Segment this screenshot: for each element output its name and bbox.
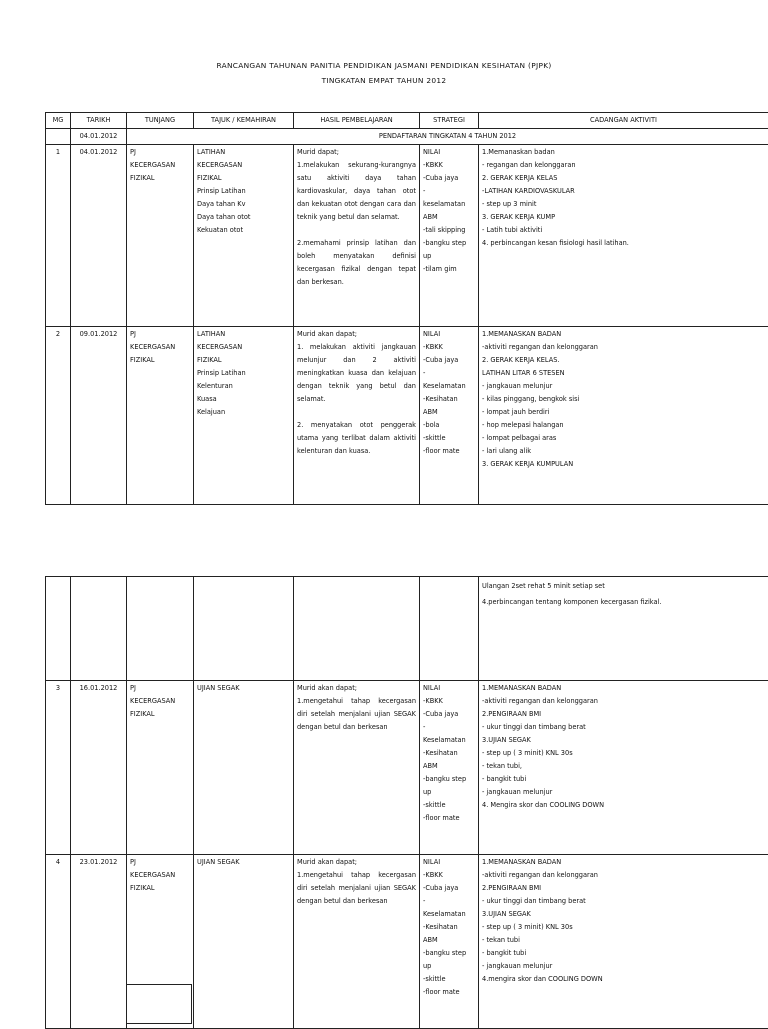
tunjang-cell: PJ KECERGASAN FIZIKAL <box>127 681 194 855</box>
tunjang-cell: PJ KECERGASAN FIZIKAL <box>127 145 194 327</box>
registration-row <box>46 129 768 145</box>
col-header-aktiviti: CADANGAN AKTIVITI <box>479 113 768 129</box>
header-row <box>46 113 768 129</box>
document-subtitle: TINGKATAN EMPAT TAHUN 2012 <box>0 76 768 85</box>
week-number: 4 <box>46 855 71 1029</box>
aktiviti-cell: 1.MEMANASKAN BADAN -aktiviti regangan dan kelonggaran 2.PENGIRAAN BMI - ukur tinggi dan timbang berat 3.UJIAN SEGAK - step up ( 3 minit) KNL 30s - tekan tubi - bangkit tubi - jangkauan melunjur 4.mengira skor dan COOLING DOWN <box>479 855 768 1029</box>
schedule-table-page2 <box>45 576 768 1029</box>
aktiviti-cell: 1.Memanaskan badan - regangan dan kelonggaran 2. GERAK KERJA KELAS -LATIHAN KARDIOVASKULAR - step up 3 minit 3. GERAK KERJA KUMP - Latih tubi aktiviti 4. perbincangan kesan fisiologi hasil latihan. <box>479 145 768 327</box>
aktiviti-cell: 1.MEMANASKAN BADAN -aktiviti regangan dan kelonggaran 2. GERAK KERJA KELAS. LATIHAN LITAR 6 STESEN - jangkauan melunjur - kilas pinggang, bengkok sisi - lompat jauh berdiri - hop melepasi halangan - lompat pelbagai aras - lari ulang alik 3. GERAK KERJA KUMPULAN <box>479 327 768 505</box>
col-header-tajuk: TAJUK / KEMAHIRAN <box>194 113 294 129</box>
date-cell: 16.01.2012 <box>71 681 127 855</box>
week-number: 3 <box>46 681 71 855</box>
tajuk-cell: LATIHAN KECERGASAN FIZIKAL Prinsip Latihan Kelenturan Kuasa Kelajuan <box>194 327 294 505</box>
aktiviti-cell: 1.MEMANASKAN BADAN -aktiviti regangan dan kelonggaran 2.PENGIRAAN BMI - ukur tinggi dan timbang berat 3.UJIAN SEGAK - step up ( 3 minit) KNL 30s - tekan tubi, - bangkit tubi - jangkauan melunjur 4. Mengira skor dan COOLING DOWN <box>479 681 768 855</box>
table-row <box>46 681 768 855</box>
strategi-cell: NILAI -KBKK -Cuba jaya - Keselamatan -Kesihatan ABM -bola -skittle -floor mate <box>420 327 479 505</box>
hasil-cell: Murid akan dapat; 1.mengetahui tahap kecergasan diri setelah menjalani ujian SEGAK dengan betul dan berkesan <box>294 855 420 1029</box>
tunjang-cell: PJ KECERGASAN FIZIKAL <box>127 855 194 1029</box>
continuation-row <box>46 577 768 681</box>
empty-box <box>126 984 192 1024</box>
week-number: 1 <box>46 145 71 327</box>
continuation-aktiviti: Ulangan 2set rehat 5 minit setiap set 4.perbincangan tentang komponen kecergasan fizikal. <box>479 577 768 681</box>
tunjang-cell: PJ KECERGASAN FIZIKAL <box>127 327 194 505</box>
date-cell: 23.01.2012 <box>71 855 127 1029</box>
strategi-cell: NILAI -KBKK -Cuba jaya - Keselamatan -Kesihatan ABM -bangku step up -skittle -floor mate <box>420 855 479 1029</box>
date-cell: 04.01.2012 <box>71 145 127 327</box>
strategi-cell: NILAI -KBKK -Cuba jaya - Keselamatan -Kesihatan ABM -bangku step up -skittle -floor mate <box>420 681 479 855</box>
date-cell: 09.01.2012 <box>71 327 127 505</box>
registration-text: PENDAFTARAN TINGKATAN 4 TAHUN 2012 <box>127 129 768 145</box>
schedule-table-page1 <box>45 112 768 505</box>
col-header-tarikh: TARIKH <box>71 113 127 129</box>
hasil-cell: Murid dapat; 1.melakukan sekurang-kurangnya satu aktiviti daya tahan kardiovaskular, daya tahan otot dan kekuatan otot dengan cara dan teknik yang betul dan selamat. 2.memahami prinsip latihan dan boleh menyatakan definisi kecergasan fizikal dengan tepat dan berkesan. <box>294 145 420 327</box>
col-header-strategi: STRATEGI <box>420 113 479 129</box>
week-number: 2 <box>46 327 71 505</box>
tajuk-cell: LATIHAN KECERGASAN FIZIKAL Prinsip Latihan Daya tahan Kv Daya tahan otot Kekuatan otot <box>194 145 294 327</box>
tajuk-cell: UJIAN SEGAK <box>194 855 294 1029</box>
tajuk-cell: UJIAN SEGAK <box>194 681 294 855</box>
registration-date: 04.01.2012 <box>71 129 127 145</box>
table-row <box>46 327 768 505</box>
hasil-cell: Murid akan dapat; 1. melakukan aktiviti jangkauan melunjur dan 2 aktiviti meningkatkan kuasa dan kelajuan dengan teknik yang betul dan selamat. 2. menyatakan otot penggerak utama yang terlibat dalam aktiviti kelenturan dan kuasa. <box>294 327 420 505</box>
hasil-cell: Murid akan dapat; 1.mengetahui tahap kecergasan diri setelah menjalani ujian SEGAK dengan betul dan berkesan <box>294 681 420 855</box>
strategi-cell: NILAI -KBKK -Cuba jaya - keselamatan ABM -tali skipping -bangku step up -tilam gim <box>420 145 479 327</box>
col-header-hasil: HASIL PEMBELAJARAN <box>294 113 420 129</box>
table-row <box>46 145 768 327</box>
col-header-mg: MG <box>46 113 71 129</box>
col-header-tunjang: TUNJANG <box>127 113 194 129</box>
document-title: RANCANGAN TAHUNAN PANITIA PENDIDIKAN JASMANI PENDIDIKAN KESIHATAN (PJPK) <box>0 61 768 70</box>
